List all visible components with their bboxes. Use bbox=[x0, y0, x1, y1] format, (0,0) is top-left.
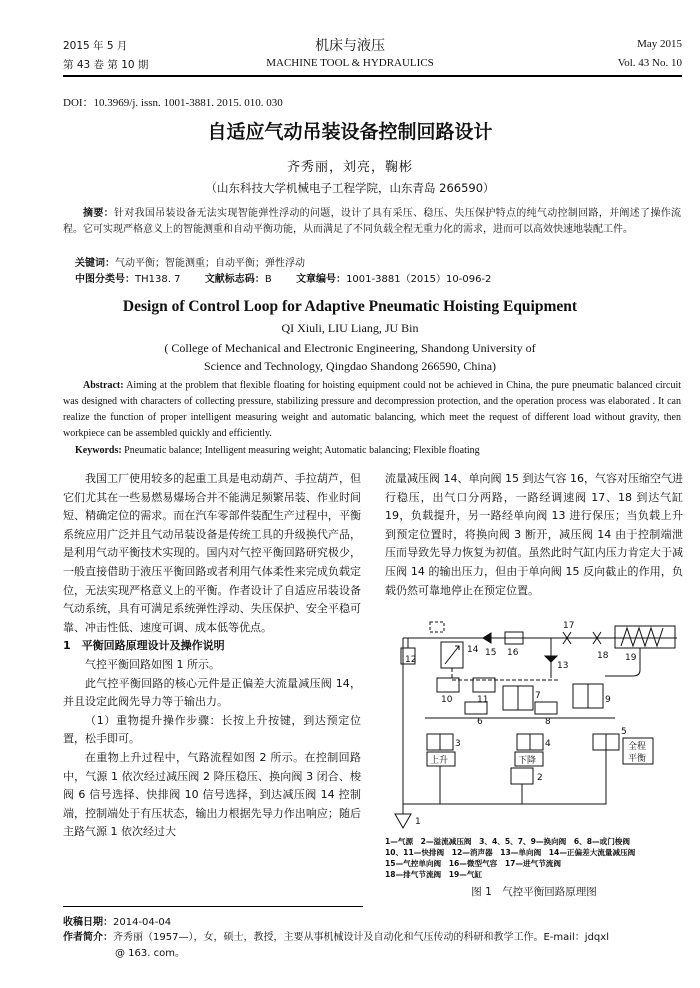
author-bio bbox=[63, 930, 683, 962]
pneumatic-circuit-diagram bbox=[385, 618, 685, 833]
label-17: 17 bbox=[563, 621, 575, 631]
paragraph-continued: 流量减压阀 14、单向阀 15 到达气容 16，气容对压缩空气进行稳压，出气口分两路，一路经调速阀 17、18 到达气缸 19，负载提升，另一路经单向阀 13 进行保压；当负载上升到预定位置时，将换向阀 3 断开，减压阀 14 由于控制端泄压而导致先导力恢复为初值。虽然此时气缸内压力肯定大于减压阀 14 的输出压力，但由于单向阀 15 反向截止的作用，负载仍然可靠地停止在预定位置。 bbox=[385, 472, 683, 597]
pilot-dashed-box bbox=[430, 622, 444, 632]
journal-title-cn: 机床与液压 bbox=[315, 38, 385, 54]
label-1: 1 bbox=[415, 817, 421, 827]
author-bio-text: 齐秀丽（1957—），女，硕士，教授，主要从事机械设计及自动化和气压传动的科研和教学工作。E-mail：jdqxl bbox=[113, 932, 609, 943]
legend-line-1: 1—气源 2—溢流减压阀 3、4、5、7、9—换向阀 6、8—或门梭阀 bbox=[385, 837, 630, 846]
clc-code: TH138. 7 bbox=[135, 274, 181, 285]
section-heading-1: 1 平衡回路原理设计及操作说明 bbox=[63, 639, 225, 653]
paragraph-lift-steps: （1）重物提升操作步骤：长按上升按键，到达预定位置，松手即可。 bbox=[63, 713, 361, 746]
received-label: 收稿日期： bbox=[63, 917, 113, 928]
check-valve-13 bbox=[545, 656, 557, 662]
header-date-en: May 2015 bbox=[637, 38, 682, 50]
label-4: 4 bbox=[545, 739, 551, 749]
abstract-en-text: Aiming at the problem that flexible floating for hoisting equipment could not be achieved in China, the pure pneumatic balanced circuit was designed with characters of collecting pressure, stabilizing pressure and decompression protection, and the operation process was elaborated . It can realize the function of proper intelligent measuring weight and automatic balancing, which meet the request of different load without gravity, then workpiece can be assembled quickly and efficiently. bbox=[63, 380, 681, 439]
header-volume-en: Vol. 43 No. 10 bbox=[617, 57, 682, 69]
label-14: 14 bbox=[467, 645, 479, 655]
title-cn: 自适应气动吊装设备控制回路设计 bbox=[207, 121, 493, 143]
abstract-en-label: Abstract: bbox=[83, 380, 124, 391]
author-email-tail: @ 163. com。 bbox=[115, 948, 185, 959]
label-8: 8 bbox=[545, 717, 551, 727]
abstract-cn bbox=[63, 206, 681, 238]
affiliation-en-line2: Science and Technology, Qingdao Shandong 266590, China) bbox=[203, 359, 497, 373]
check-valve-15 bbox=[483, 633, 491, 643]
keywords-en bbox=[75, 443, 480, 459]
doc-code: B bbox=[264, 274, 272, 285]
author-bio-label: 作者简介： bbox=[63, 932, 113, 943]
article-id: 1001-3881（2015）10-096-2 bbox=[346, 274, 492, 285]
label-6: 6 bbox=[477, 717, 483, 727]
keywords-en-text: Pneumatic balance; Intelligent measuring weight; Automatic balancing; Flexible floating bbox=[121, 445, 480, 456]
paragraph-core-valve: 此气控平衡回路的核心元件是正偏差大流量减压阀 14，并且设定此阀先导力等于输出力。 bbox=[63, 676, 361, 709]
received-value: 2014-04-04 bbox=[113, 917, 172, 928]
keywords-cn-text: 气动平衡；智能测重；自动平衡；弹性浮动 bbox=[115, 258, 305, 269]
label-19: 19 bbox=[625, 653, 637, 663]
paragraph-fig-ref: 气控平衡回路如图 1 所示。 bbox=[85, 657, 220, 671]
journal-title-en: MACHINE TOOL & HYDRAULICS bbox=[266, 57, 434, 69]
keywords-cn-label: 关键词： bbox=[75, 258, 115, 269]
label-9: 9 bbox=[605, 695, 611, 705]
shuttle-valve-8 bbox=[535, 702, 557, 714]
paragraph-lift-process: 在重物上升过程中，气路流程如图 2 所示。在控制回路中，气源 1 依次经过减压阀 2 降压稳压、换向阀 3 闭合、梭阀 6 信号选择、快排阀 10 信号选择，到达减压阀 14 控制端，控制端处于有压状态，输出力根据先导力作出响应；随后主路气源 1 依次经过大 bbox=[63, 750, 361, 839]
intro-paragraph: 我国工厂使用较多的起重工具是电动葫芦、手拉葫芦，但它们尤其在一些易燃易爆场合并不能满足频繁吊装、作业时间短、精确定位的需求。而在汽车零部件装配生产过程中，平衡系统应用广泛并且气动吊装设备是传统工具的升级换代产品，是利用气动平衡技术实现的。国内对气控平衡回路研究极少，一般直接借助于液压平衡回路或者利用气体柔性来完成负载定位，无法实现严格意义上的平衡。作者设计了自适应吊装设备气动系统，具有可满足系统弹性浮动、失压保护、安全平稳可靠、冲击性低、速度可调、成本低等优点。 bbox=[63, 472, 361, 634]
label-2: 2 bbox=[537, 773, 543, 783]
footnote-rule bbox=[63, 906, 363, 907]
label-5: 5 bbox=[621, 727, 627, 737]
classification bbox=[75, 272, 491, 288]
affiliation-en-line1: ( College of Mechanical and Electronic Engineering, Shandong University of bbox=[164, 341, 536, 355]
label-full-balance-1: 全程 bbox=[628, 742, 647, 752]
label-3: 3 bbox=[455, 739, 461, 749]
header-date-cn: 2015 年 5 月 bbox=[63, 40, 128, 52]
figure-legend bbox=[385, 836, 685, 880]
label-7: 7 bbox=[535, 691, 541, 701]
label-16: 16 bbox=[507, 648, 519, 658]
received-date bbox=[63, 913, 171, 928]
legend-line-2: 10、11—快排阀 12—消声器 13—单向阀 14—正偏差大流量减压阀 bbox=[385, 848, 636, 857]
abstract-cn-label: 摘要： bbox=[83, 208, 114, 219]
keywords-en-label: Keywords: bbox=[75, 445, 122, 456]
label-13: 13 bbox=[557, 661, 569, 671]
label-18: 18 bbox=[597, 651, 609, 661]
label-12: 12 bbox=[405, 655, 417, 665]
header-volume-cn: 第 43 卷 第 10 期 bbox=[63, 59, 149, 71]
figure-caption: 图 1 气控平衡回路原理图 bbox=[471, 886, 597, 898]
relief-reducing-valve-2 bbox=[511, 768, 533, 784]
title-en: Design of Control Loop for Adaptive Pneumatic Hoisting Equipment bbox=[122, 298, 578, 315]
authors-en: QI Xiuli, LIU Liang, JU Bin bbox=[281, 321, 419, 335]
clc-label: 中图分类号： bbox=[75, 274, 135, 285]
label-full-balance-2: 平衡 bbox=[628, 754, 647, 764]
air-source-1 bbox=[395, 804, 411, 828]
doi: DOI：10.3969/j. issn. 1001-3881. 2015. 010. 030 bbox=[63, 97, 283, 109]
header-rule bbox=[63, 75, 682, 77]
right-column bbox=[385, 470, 683, 600]
label-down: 下降 bbox=[518, 756, 537, 766]
doc-code-label: 文献标志码： bbox=[204, 274, 265, 285]
label-11: 11 bbox=[477, 695, 489, 705]
abstract-cn-text: 针对我国吊装设备无法实现智能弹性浮动的问题，设计了具有采压、稳压、失压保护特点的纯气动控制回路，并阐述了操作流程。它可实现严格意义上的智能测重和自动平衡功能，从而满足了不同负载全程无重力化的需求，进而可以高效快速地装配工件。 bbox=[63, 208, 682, 235]
label-10: 10 bbox=[441, 695, 453, 705]
label-up: 上升 bbox=[430, 756, 449, 766]
keywords-cn bbox=[75, 256, 305, 272]
legend-line-3: 15—气控单向阀 16—微型气容 17—进气节流阀 bbox=[385, 859, 561, 868]
legend-line-4: 18—排气节流阀 19—气缸 bbox=[385, 870, 483, 879]
label-15: 15 bbox=[485, 648, 497, 658]
authors-cn: 齐秀丽，刘亮，鞠彬 bbox=[286, 160, 413, 175]
affiliation-cn: （山东科技大学机械电子工程学院，山东青岛 266590） bbox=[205, 181, 495, 195]
left-column bbox=[63, 470, 361, 842]
article-id-label: 文章编号： bbox=[296, 274, 347, 285]
abstract-en bbox=[63, 378, 681, 442]
